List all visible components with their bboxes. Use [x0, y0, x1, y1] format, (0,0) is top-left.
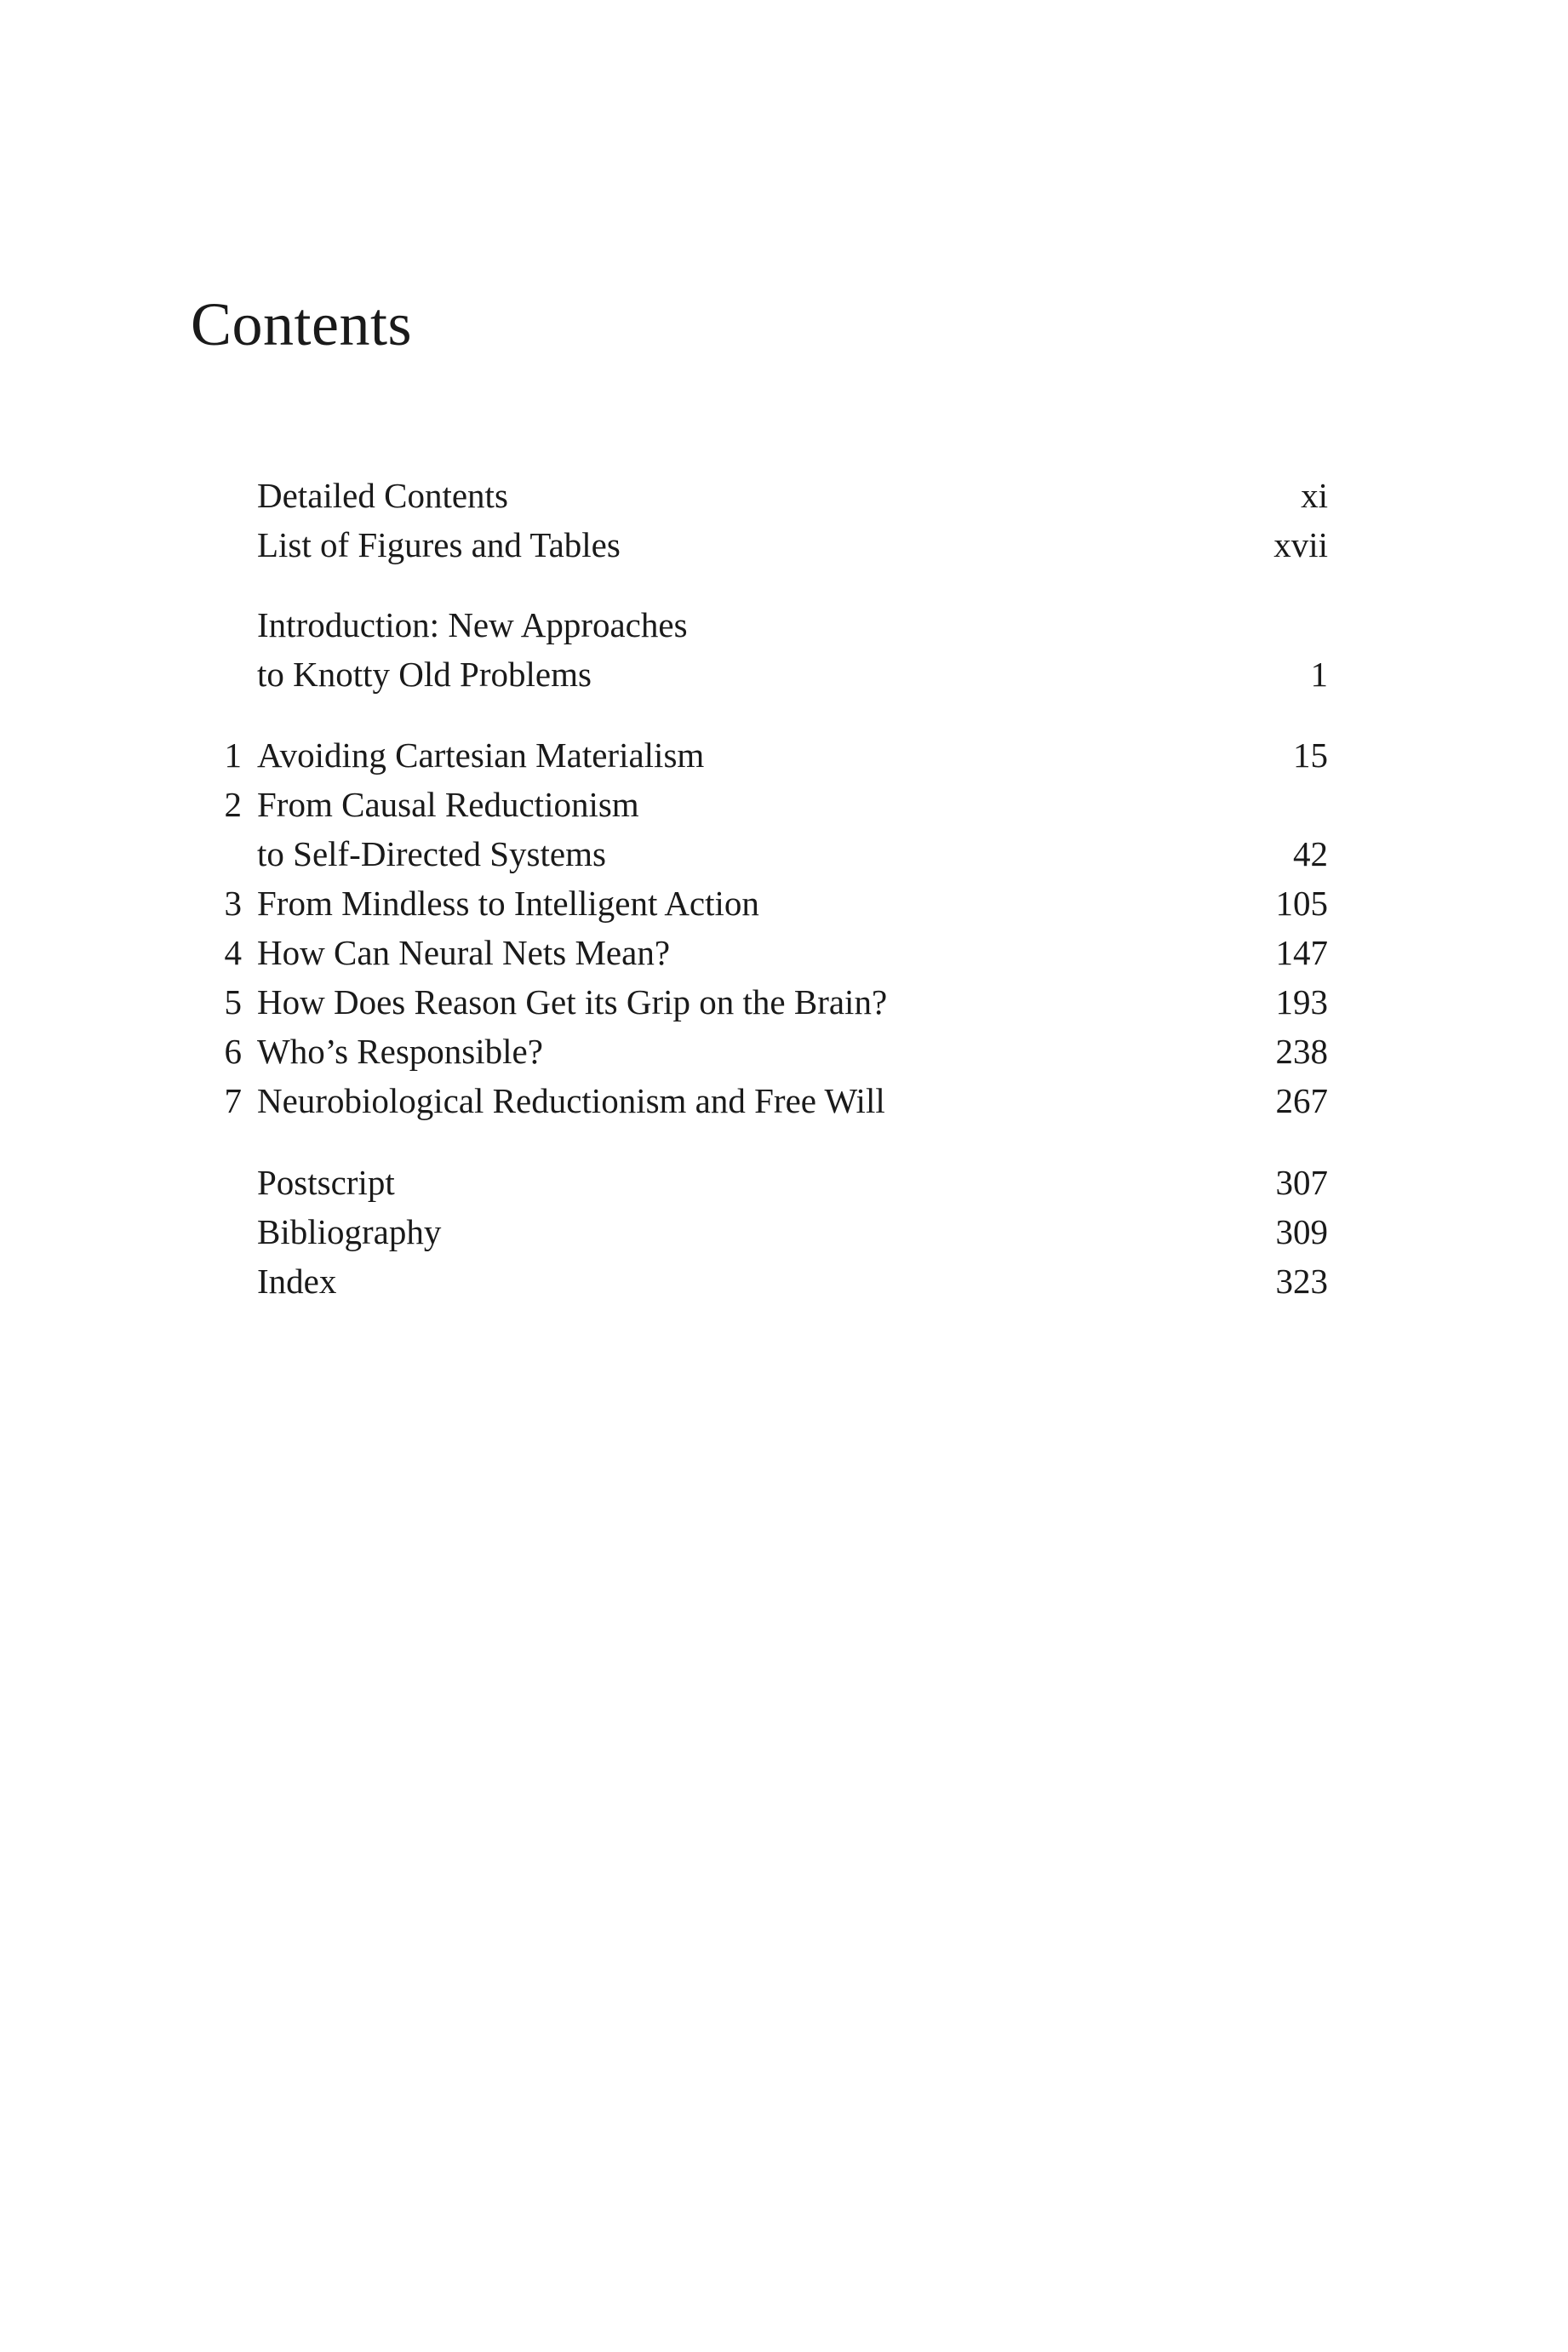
toc-entry-title: Avoiding Cartesian Materialism	[257, 735, 705, 775]
toc-entry-page: 323	[1275, 1262, 1328, 1301]
toc-chapter-number: 3	[224, 884, 242, 923]
toc-entry-page: 147	[1275, 933, 1328, 972]
toc-entry-introduction[interactable]	[0, 600, 1568, 699]
toc-entry-detailed-contents[interactable]	[0, 471, 1568, 520]
toc-entry-title: Index	[257, 1262, 337, 1301]
toc-entry-title: From Mindless to Intelligent Action	[257, 884, 759, 923]
toc-chapter-number: 2	[224, 785, 242, 824]
toc-entry-title-line: From Causal Reductionism	[257, 785, 639, 824]
toc-entry-bibliography[interactable]	[0, 1207, 1568, 1256]
toc-chapter-4[interactable]	[0, 928, 1568, 977]
toc-entry-page: xi	[1301, 476, 1328, 515]
toc-entry-page: 15	[1293, 735, 1328, 775]
toc-entry-title-line: to Self-Directed Systems	[257, 834, 606, 873]
toc-entry-page: 1	[1310, 655, 1328, 694]
toc-entry-title: Bibliography	[257, 1212, 442, 1251]
toc-chapter-number: 1	[224, 735, 242, 775]
toc-entry-title: Neurobiological Reductionism and Free Will	[257, 1081, 885, 1120]
toc-entry-index[interactable]	[0, 1256, 1568, 1306]
toc-entry-page: 267	[1275, 1081, 1328, 1120]
toc-entry-title: Detailed Contents	[257, 476, 508, 515]
toc-chapter-number: 4	[224, 933, 242, 972]
toc-entry-title: Who’s Responsible?	[257, 1032, 543, 1071]
toc-chapter-number: 5	[224, 982, 242, 1021]
page-title: Contents	[191, 290, 413, 358]
toc-chapter-7[interactable]	[0, 1076, 1568, 1125]
toc-entry-title: How Does Reason Get its Grip on the Brain?	[257, 982, 888, 1021]
toc-entry-title	[257, 780, 639, 878]
toc-chapter-number: 6	[224, 1032, 242, 1071]
toc-entry-page: 309	[1275, 1212, 1328, 1251]
toc-chapter-number: 7	[224, 1081, 242, 1120]
toc-entry-title: Postscript	[257, 1163, 395, 1202]
toc-chapter-6[interactable]	[0, 1027, 1568, 1076]
toc-entry-page: 42	[1293, 834, 1328, 873]
toc-chapter-2[interactable]	[0, 780, 1568, 878]
toc-entry-title-line: to Knotty Old Problems	[257, 655, 592, 694]
toc-chapter-3[interactable]	[0, 878, 1568, 928]
toc-entry-list-of-figures[interactable]	[0, 520, 1568, 569]
toc-chapter-1[interactable]	[0, 730, 1568, 780]
toc-entry-page: 307	[1275, 1163, 1328, 1202]
toc-entry-page: xvii	[1273, 525, 1328, 564]
toc-entry-title: How Can Neural Nets Mean?	[257, 933, 671, 972]
toc-chapter-5[interactable]	[0, 977, 1568, 1027]
toc-entry-title: List of Figures and Tables	[257, 525, 621, 564]
toc-entry-page: 193	[1275, 982, 1328, 1021]
toc-entry-page: 238	[1275, 1032, 1328, 1071]
toc-entry-postscript[interactable]	[0, 1158, 1568, 1207]
toc-entry-title-line: Introduction: New Approaches	[257, 605, 688, 644]
toc-entry-title	[257, 600, 688, 699]
toc-entry-page: 105	[1275, 884, 1328, 923]
